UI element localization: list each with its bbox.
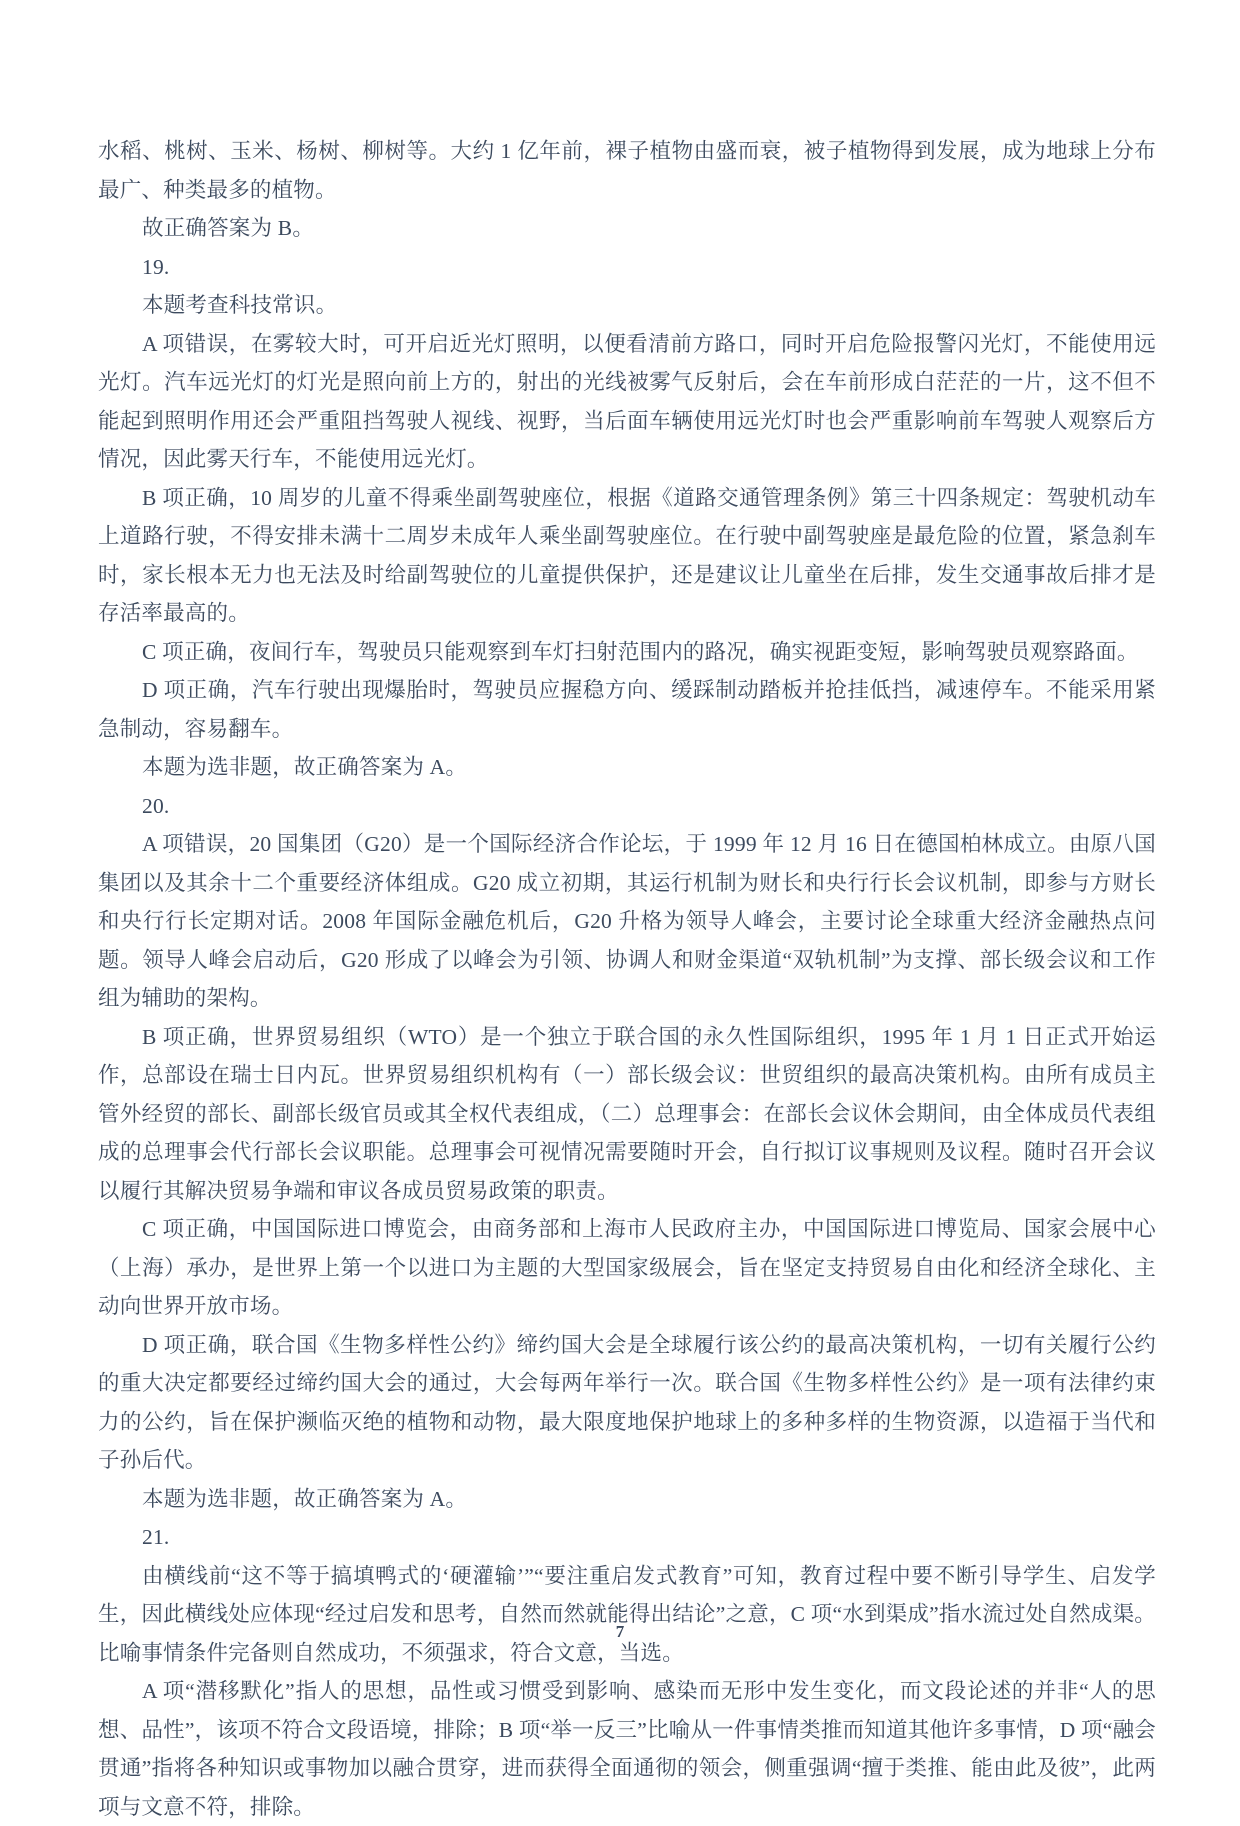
paragraph-q20-option-b: B 项正确，世界贸易组织（WTO）是一个独立于联合国的永久性国际组织，1995 年 1 月 1 日正式开始运作，总部设在瑞士日内瓦。世界贸易组织机构有（一）部长级会议：世贸组织的最高决策机构。由所有成员主管外经贸的部长、副部长级官员或其全权代表组成，（二）总理事会：在部长会议休会期间，由全体成员代表组成的总理事会代行部长会议职能。总理事会可视情况需要随时开会，自行拟订议事规则及议程。随时召开会议以履行其解决贸易争端和审议各成员贸易政策的职责。 [98, 1024, 1156, 1203]
paragraph-q20-answer: 本题为选非题，故正确答案为 A。 [142, 1486, 468, 1511]
paragraph-q20-option-d: D 项正确，联合国《生物多样性公约》缔约国大会是全球履行该公约的最高决策机构，一切有关履行公约的重大决定都要经过缔约国大会的通过，大会每两年举行一次。联合国《生物多样性公约》是一项有法律约束力的公约，旨在保护濒临灭绝的植物和动物，最大限度地保护地球上的多种多样的生物资源，以造福于当代和子孙后代。 [98, 1332, 1156, 1472]
paragraph-q19-answer: 本题为选非题，故正确答案为 A。 [142, 755, 468, 779]
paragraph-q19-option-c: C 项正确，夜间行车，驾驶员只能观察到车灯扫射范围内的路况，确实视距变短，影响驾驶员观察路面。 [142, 639, 1139, 664]
paragraph-q20-option-c: C 项正确，中国国际进口博览会，由商务部和上海市人民政府主办，中国国际进口博览局、国家会展中心（上海）承办，是世界上第一个以进口为主题的大型国家级展会，旨在坚定支持贸易自由化和经济全球化、主动向世界开放市场。 [98, 1217, 1156, 1318]
paragraph-q21-analysis: 由横线前“这不等于搞填鸭式的‘硬灌输’”“要注重启发式教育”可知，教育过程中要不断引导学生、启发学生，因此横线处应体现“经过启发和思考，自然而然就能得出结论”之意，C 项“水到渠成”指水流过处自然成渠。比喻事情条件完备则自然成功，不须强求，符合文意，当选。 [98, 1563, 1156, 1665]
paragraph-q19-topic: 本题考查科技常识。 [142, 293, 338, 317]
paragraph-q19-option-a: A 项错误，在雾较大时，可开启近光灯照明，以便看清前方路口，同时开启危险报警闪光灯，不能使用远光灯。汽车远光灯的灯光是照向前上方的，射出的光线被雾气反射后，会在车前形成白茫茫的一片，这不但不能起到照明作用还会严重阻挡驾驶人视线、视野，当后面车辆使用远光灯时也会严重影响前车驾驶人观察后方情况，因此雾天行车，不能使用远光灯。 [98, 331, 1156, 471]
document-body [98, 132, 1156, 1826]
paragraph-plant-conclusion: 水稻、桃树、玉米、杨树、柳树等。大约 1 亿年前，裸子植物由盛而衰，被子植物得到发展，成为地球上分布最广、种类最多的植物。 [98, 139, 1156, 202]
paragraph-question-number-21: 21. [142, 1525, 170, 1549]
paragraph-question-number-20: 20. [142, 793, 170, 818]
paragraph-q20-option-a: A 项错误，20 国集团（G20）是一个国际经济合作论坛，于 1999 年 12 月 16 日在德国柏林成立。由原八国集团以及其余十二个重要经济体组成。G20 成立初期，其运行机制为财长和央行行长会议机制，即参与方财长和央行行长定期对话。2008 年国际金融危机后，G20 升格为领导人峰会，主要讨论全球重大经济金融热点问题。领导人峰会启动后，G20 形成了以峰会为引领、协调人和财金渠道“双轨机制”为支撑、部长级会议和工作组为辅助的架构。 [98, 832, 1156, 1010]
paragraph-answer-18: 故正确答案为 B。 [142, 216, 315, 240]
paragraph-question-number-19: 19. [142, 254, 170, 279]
page-number: 7 [615, 1622, 625, 1641]
paragraph-q21-exclusions: A 项“潜移默化”指人的思想，品性或习惯受到影响、感染而无形中发生变化，而文段论述的并非“人的思想、品性”，该项不符合文段语境，排除；B 项“举一反三”比喻从一件事情类推而知道其他许多事情，D 项“融会贯通”指将各种知识或事物加以融合贯穿，进而获得全面通彻的领会，侧重强调“擅于类推、能由此及彼”，此两项与文意不符，排除。 [98, 1679, 1156, 1819]
paragraph-q19-option-b: B 项正确，10 周岁的儿童不得乘坐副驾驶座位，根据《道路交通管理条例》第三十四条规定：驾驶机动车上道路行驶，不得安排未满十二周岁未成年人乘坐副驾驶座位。在行驶中副驾驶座是最危险的位置，紧急刹车时，家长根本无力也无法及时给副驾驶位的儿童提供保护，还是建议让儿童坐在后排，发生交通事故后排才是存活率最高的。 [98, 485, 1156, 625]
paragraph-q19-option-d: D 项正确，汽车行驶出现爆胎时，驾驶员应握稳方向、缓踩制动踏板并抢挂低挡，减速停车。不能采用紧急制动，容易翻车。 [98, 678, 1156, 741]
